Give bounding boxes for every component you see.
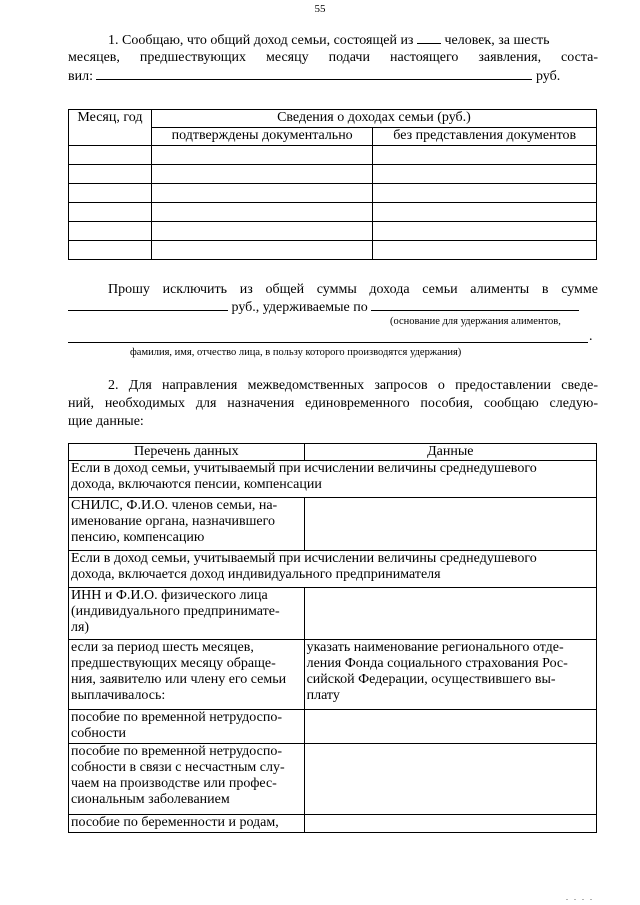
income-col-undocumented: без представления документов (373, 128, 597, 146)
cell-line: собности (71, 726, 127, 741)
alimony-recipient-line[interactable] (68, 342, 588, 343)
data-item-value[interactable] (304, 498, 596, 551)
cell-line: дохода, включаются пенсии, компенсации (71, 477, 322, 492)
cell-line: ния, заявителю или члену его семьи (71, 672, 287, 687)
income-table (68, 109, 597, 260)
table-row (69, 241, 597, 260)
data-item-label (69, 498, 305, 551)
data-col-data: Данные (304, 444, 596, 461)
cell-line: чаем на производстве или профес- (71, 776, 277, 791)
cell-line: пенсию, компенсацию (71, 530, 205, 545)
cell-line: СНИЛС, Ф.И.О. членов семьи, на- (71, 498, 278, 513)
data-col-list: Перечень данных (69, 444, 305, 461)
cell-line: Если в доход семьи, учитываемый при исчислении величины среднедушевого (71, 551, 537, 566)
cell-line: предшествующих месяцу обраще- (71, 656, 276, 671)
table-row (69, 588, 597, 640)
section1-line2: месяцев, предшествующих месяцу подачи настоящего заявления, соста- (68, 50, 598, 65)
cell-line: если за период шесть месяцев, (71, 640, 254, 655)
table-row (69, 744, 597, 815)
alimony-basis-blank[interactable] (371, 298, 579, 311)
data-item-label (69, 815, 305, 833)
cell-line: пособие по беременности и родам, (71, 815, 279, 830)
data-item-label (69, 710, 305, 744)
table-row (69, 203, 597, 222)
cell-line: сийской Федерации, осуществившего вы- (306, 672, 556, 687)
table-row (69, 461, 597, 498)
table-row (69, 640, 597, 710)
table-row (69, 815, 597, 833)
cell-line: ля) (71, 620, 90, 635)
cell-line: указать наименование регионального отде- (306, 640, 564, 655)
cell-line: пособие по временной нетрудоспо- (71, 744, 283, 759)
total-income-blank[interactable] (96, 67, 532, 80)
cell-line: сиональным заболеванием (71, 792, 230, 807)
table-row (69, 551, 597, 588)
cell-line: ИНН и Ф.И.О. физического лица (71, 588, 268, 603)
section-heading-cell (69, 551, 597, 588)
section-heading-cell (69, 461, 597, 498)
members-count-blank[interactable] (417, 31, 441, 44)
section1-line1: 1. Сообщаю, что общий доход семьи, состоящей из человек, за шесть (108, 33, 550, 48)
income-col-group: Сведения о доходах семьи (руб.) (151, 110, 596, 128)
data-item-label (69, 588, 305, 640)
data-item-value (304, 640, 596, 710)
cell-line: (индивидуального предпринимате- (71, 604, 280, 619)
alimony-amount-blank[interactable] (68, 298, 228, 311)
table-row (69, 710, 597, 744)
section1-line3: вил: руб. (68, 69, 561, 84)
table-row (69, 498, 597, 551)
table-row (69, 165, 597, 184)
table-row (69, 222, 597, 241)
page-number: 55 (314, 3, 326, 15)
cell-line: пособие по временной нетрудоспо- (71, 710, 283, 725)
alimony-line1: Прошу исключить из общей суммы дохода семьи алименты в сумме (108, 282, 598, 297)
cell-line: именование органа, назначившего (71, 514, 275, 529)
cell-line: дохода, включается доход индивидуального предпринимателя (71, 567, 441, 582)
cell-line: собности в связи с несчастным слу- (71, 760, 285, 775)
alimony-end-dot: . (589, 329, 593, 344)
section2-line3: щие данные: (68, 414, 144, 429)
alimony-note2: фамилия, имя, отчество лица, в пользу которого производятся удержания) (130, 347, 462, 358)
data-item-value[interactable] (304, 815, 596, 833)
data-table (68, 443, 597, 833)
alimony-line2: руб., удерживаемые по (68, 298, 579, 316)
cell-line: ления Фонда социального страхования Рос- (306, 656, 568, 671)
data-item-label (69, 640, 305, 710)
cell-line: Если в доход семьи, учитываемый при исчислении величины среднедушевого (71, 461, 537, 476)
data-item-label (69, 744, 305, 815)
data-item-value[interactable] (304, 588, 596, 640)
income-col-month: Месяц, год (69, 110, 152, 146)
data-item-value[interactable] (304, 710, 596, 744)
section2-line2: ний, необходимых для назначения единовременного пособия, сообщаю следую- (68, 396, 598, 411)
alimony-note1: (основание для удержания алиментов, (390, 316, 561, 327)
footer-marks: . . . . (566, 893, 594, 902)
data-item-value[interactable] (304, 744, 596, 815)
cell-line: плату (306, 688, 340, 703)
table-row (69, 146, 597, 165)
section2-line1: 2. Для направления межведомственных запросов о предоставлении сведе- (108, 378, 598, 393)
table-row (69, 184, 597, 203)
cell-line: выплачивалось: (71, 688, 166, 703)
income-col-documented: подтверждены документально (151, 128, 373, 146)
